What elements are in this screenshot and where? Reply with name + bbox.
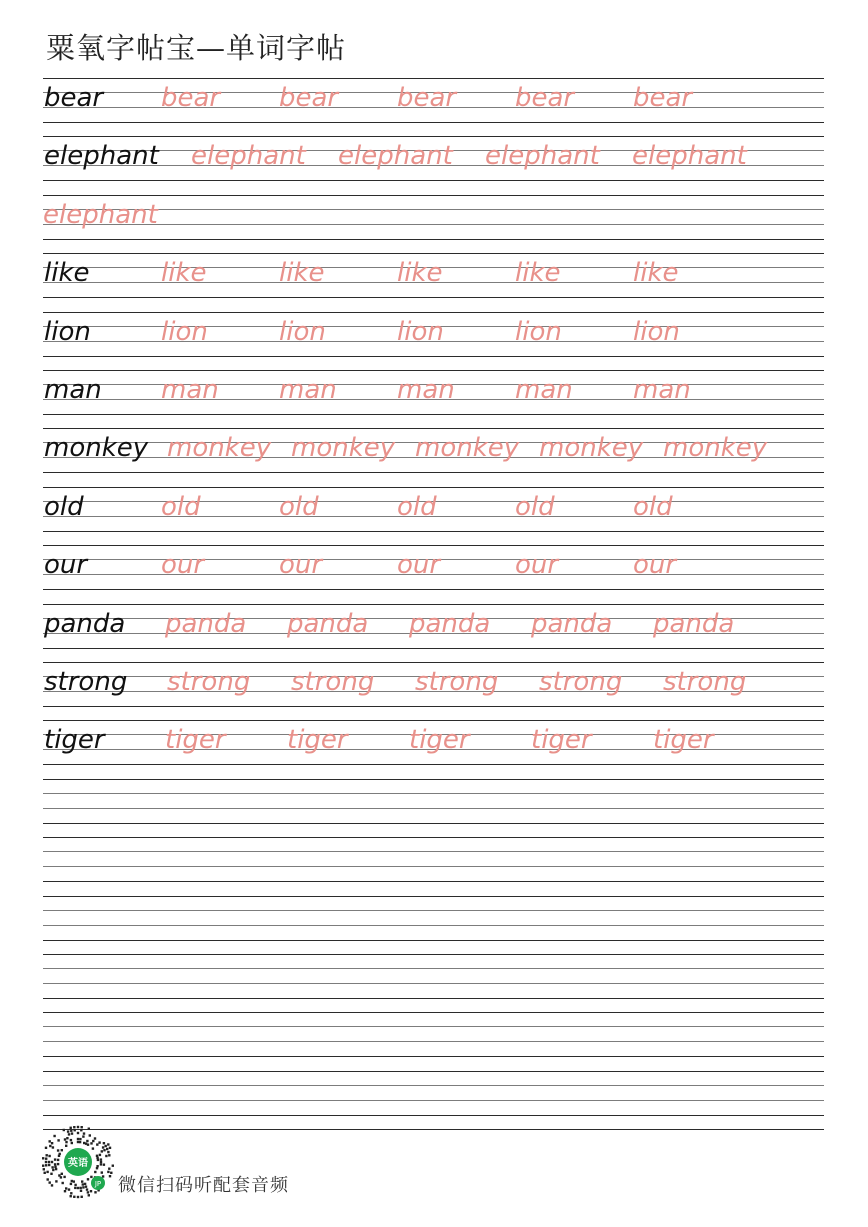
practice-row xyxy=(43,370,824,428)
model-word: our xyxy=(44,550,88,581)
trace-word: tiger xyxy=(531,725,592,756)
guide-line xyxy=(43,793,824,794)
guide-line xyxy=(43,706,824,707)
trace-word: our xyxy=(397,550,441,581)
guide-line xyxy=(43,195,824,196)
model-word: lion xyxy=(44,316,91,347)
trace-word: like xyxy=(397,258,443,289)
trace-word: strong xyxy=(663,667,747,697)
trace-word: panda xyxy=(409,608,491,639)
guide-line xyxy=(43,487,824,488)
guide-line xyxy=(43,297,824,298)
guide-line xyxy=(43,224,824,225)
trace-word: bear xyxy=(633,83,693,113)
trace-word: monkey xyxy=(415,433,520,464)
guide-line xyxy=(43,545,824,546)
guide-line xyxy=(43,428,824,429)
model-word: bear xyxy=(44,83,104,113)
model-word: tiger xyxy=(44,725,105,756)
guide-line xyxy=(43,1100,824,1101)
guide-line xyxy=(43,823,824,824)
audio-caption: 微信扫码听配套音频 xyxy=(118,1175,289,1196)
practice-row xyxy=(43,662,824,720)
model-word: monkey xyxy=(44,433,149,464)
guide-line xyxy=(43,356,824,357)
guide-line xyxy=(43,589,824,590)
trace-word: strong xyxy=(415,667,499,697)
practice-row xyxy=(43,954,824,1012)
trace-word: tiger xyxy=(165,725,226,756)
guide-line xyxy=(43,648,824,649)
trace-word: old xyxy=(397,491,437,522)
trace-word: bear xyxy=(397,83,457,113)
trace-word: elephant xyxy=(191,141,306,172)
trace-word: bear xyxy=(279,83,339,113)
guide-line xyxy=(43,239,824,240)
trace-word: like xyxy=(515,258,561,289)
trace-word: panda xyxy=(653,608,735,639)
guide-line xyxy=(43,925,824,926)
guide-line xyxy=(43,662,824,663)
guide-line xyxy=(43,998,824,999)
trace-word: old xyxy=(161,491,201,522)
trace-word: tiger xyxy=(287,725,348,756)
qr-corner-text: JP xyxy=(94,1180,102,1188)
guide-line xyxy=(43,1026,824,1027)
guide-line xyxy=(43,851,824,852)
trace-word: elephant xyxy=(632,141,747,172)
qr-code-icon[interactable] xyxy=(40,1124,116,1200)
trace-word: old xyxy=(279,491,319,522)
trace-word: old xyxy=(633,491,673,522)
trace-word: bear xyxy=(515,83,575,113)
trace-word: tiger xyxy=(653,725,714,756)
trace-word: our xyxy=(633,550,677,581)
trace-word: panda xyxy=(287,608,369,639)
qr-badge-text: 英语 xyxy=(68,1158,88,1169)
trace-word: strong xyxy=(167,667,251,697)
trace-word: monkey xyxy=(539,433,644,464)
guide-line xyxy=(43,78,824,79)
model-word: like xyxy=(44,258,90,289)
practice-row xyxy=(43,1071,824,1129)
guide-line xyxy=(43,1115,824,1116)
trace-word: lion xyxy=(161,316,208,347)
practice-row xyxy=(43,896,824,954)
trace-word: our xyxy=(161,550,205,581)
trace-word: lion xyxy=(515,316,562,347)
page-title: 粟氧字帖宝—单词字帖 xyxy=(46,31,347,65)
guide-line xyxy=(43,604,824,605)
guide-line xyxy=(43,1085,824,1086)
guide-line xyxy=(43,940,824,941)
trace-word: panda xyxy=(165,608,247,639)
guide-line xyxy=(43,312,824,313)
trace-word: panda xyxy=(531,608,613,639)
trace-word: lion xyxy=(633,316,680,347)
guide-line xyxy=(43,209,824,210)
trace-word: like xyxy=(279,258,325,289)
model-word: elephant xyxy=(44,141,159,172)
practice-row xyxy=(43,312,824,370)
guide-line xyxy=(43,866,824,867)
guide-line xyxy=(43,837,824,838)
trace-word: man xyxy=(515,375,573,405)
guide-line xyxy=(43,808,824,809)
model-word: panda xyxy=(44,608,126,639)
trace-word: like xyxy=(161,258,207,289)
trace-word: lion xyxy=(279,316,326,347)
trace-word: man xyxy=(397,375,455,405)
guide-line xyxy=(43,136,824,137)
trace-word: our xyxy=(515,550,559,581)
guide-line xyxy=(43,1041,824,1042)
trace-word: man xyxy=(279,375,337,405)
practice-row xyxy=(43,428,824,486)
trace-word: strong xyxy=(539,667,623,697)
guide-line xyxy=(43,370,824,371)
trace-word: our xyxy=(279,550,323,581)
trace-word: old xyxy=(515,491,555,522)
trace-word: bear xyxy=(161,83,221,113)
model-word: strong xyxy=(44,667,128,697)
trace-word: elephant xyxy=(485,141,600,172)
guide-line xyxy=(43,910,824,911)
practice-row xyxy=(43,779,824,837)
practice-row xyxy=(43,720,824,778)
trace-word: tiger xyxy=(409,725,470,756)
guide-line xyxy=(43,1071,824,1072)
trace-word: monkey xyxy=(663,433,768,464)
trace-word: lion xyxy=(397,316,444,347)
trace-word: monkey xyxy=(291,433,396,464)
trace-word: man xyxy=(633,375,691,405)
practice-row xyxy=(43,837,824,895)
guide-line xyxy=(43,531,824,532)
guide-line xyxy=(43,1056,824,1057)
trace-word: like xyxy=(633,258,679,289)
guide-line xyxy=(43,414,824,415)
guide-line xyxy=(43,1012,824,1013)
model-word: man xyxy=(44,375,102,405)
guide-line xyxy=(43,881,824,882)
guide-line xyxy=(43,983,824,984)
practice-row xyxy=(43,78,824,136)
trace-word: elephant xyxy=(43,199,158,230)
practice-row xyxy=(43,136,824,194)
guide-line xyxy=(43,779,824,780)
trace-word: monkey xyxy=(167,433,272,464)
practice-row xyxy=(43,604,824,662)
guide-line xyxy=(43,122,824,123)
practice-row xyxy=(43,1012,824,1070)
guide-line xyxy=(43,896,824,897)
practice-row xyxy=(43,487,824,545)
guide-line xyxy=(43,253,824,254)
practice-row xyxy=(43,253,824,311)
trace-word: strong xyxy=(291,667,375,697)
guide-line xyxy=(43,968,824,969)
trace-word: elephant xyxy=(338,141,453,172)
guide-line xyxy=(43,764,824,765)
guide-line xyxy=(43,954,824,955)
guide-line xyxy=(43,180,824,181)
practice-row xyxy=(43,545,824,603)
trace-word: man xyxy=(161,375,219,405)
practice-row xyxy=(43,195,824,253)
guide-line xyxy=(43,472,824,473)
guide-line xyxy=(43,720,824,721)
model-word: old xyxy=(44,491,84,522)
footer xyxy=(40,1124,360,1204)
